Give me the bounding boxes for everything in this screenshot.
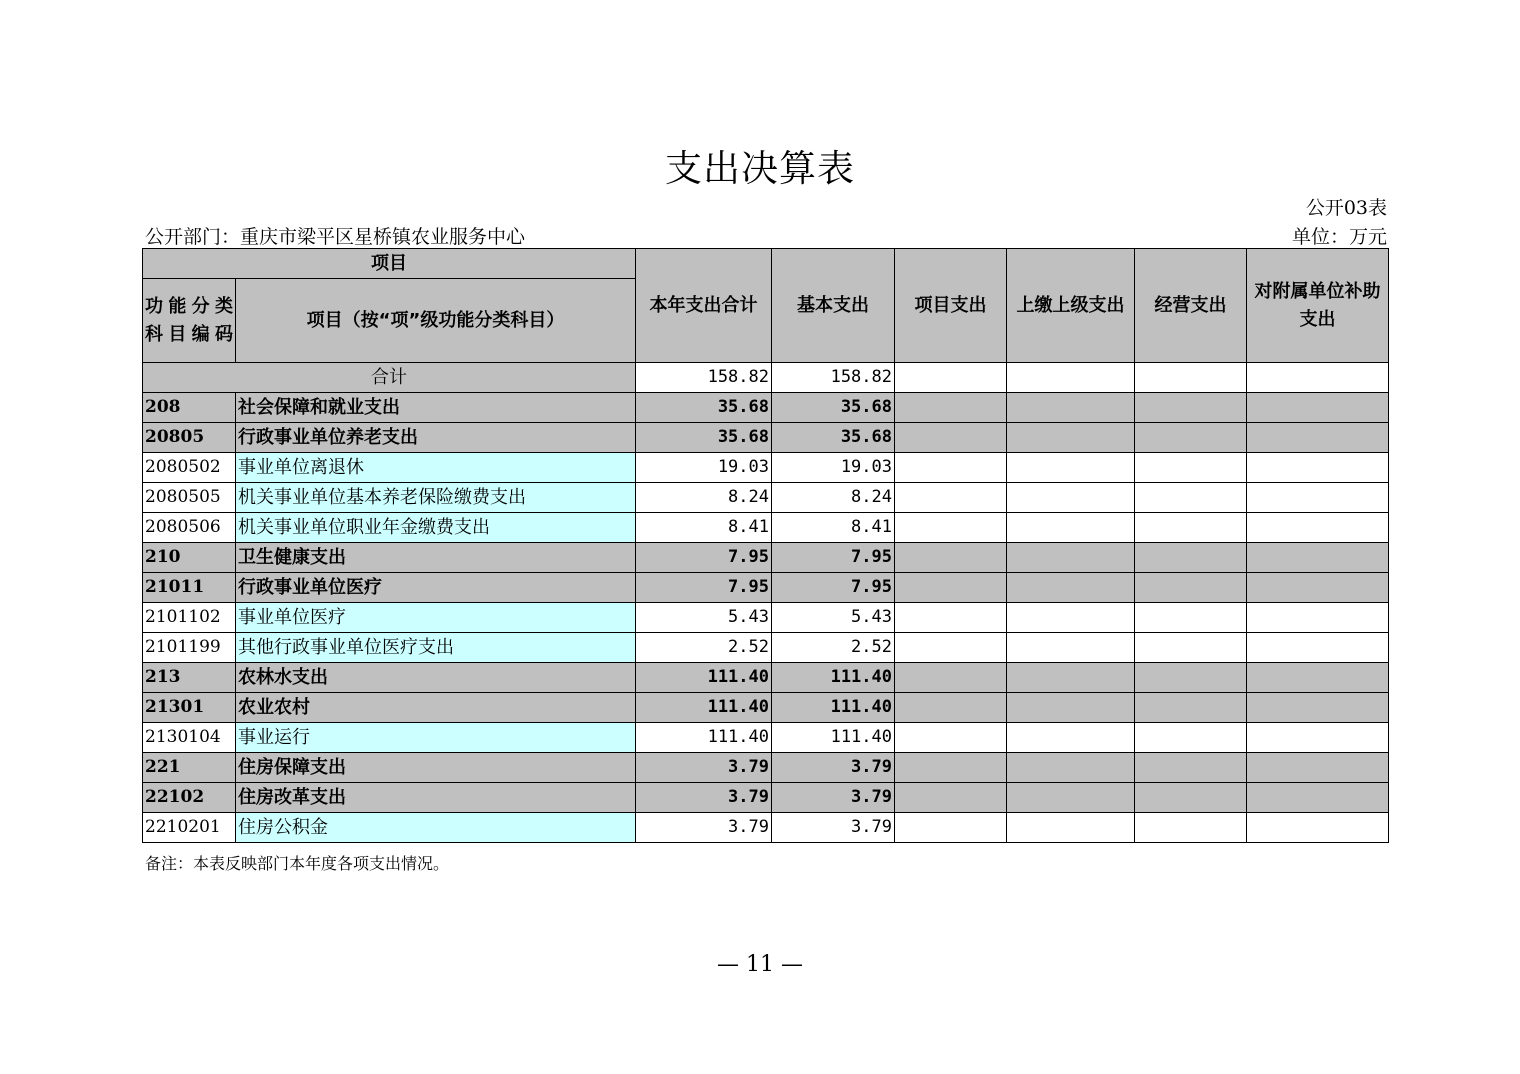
row-basic: 8.24	[772, 483, 895, 513]
row-subsidy	[1247, 423, 1389, 453]
header-name: 项目（按“项”级功能分类科目）	[236, 279, 636, 363]
row-total: 111.40	[636, 663, 772, 693]
row-name: 机关事业单位职业年金缴费支出	[236, 513, 636, 543]
row-subsidy	[1247, 483, 1389, 513]
row-total: 3.79	[636, 783, 772, 813]
row-subsidy	[1247, 753, 1389, 783]
row-upper-payment	[1007, 393, 1135, 423]
row-name: 农林水支出	[236, 663, 636, 693]
row-code: 21301	[143, 693, 236, 723]
row-basic: 3.79	[772, 783, 895, 813]
table-row	[143, 573, 1389, 603]
row-business	[1135, 453, 1247, 483]
row-subsidy	[1247, 393, 1389, 423]
row-code: 213	[143, 663, 236, 693]
row-project-expenditure	[895, 753, 1007, 783]
expenditure-table	[142, 248, 1389, 843]
row-basic: 111.40	[772, 663, 895, 693]
row-business	[1135, 573, 1247, 603]
row-subsidy	[1247, 813, 1389, 843]
row-subsidy	[1247, 513, 1389, 543]
row-name: 住房保障支出	[236, 753, 636, 783]
row-business	[1135, 783, 1247, 813]
row-total: 35.68	[636, 423, 772, 453]
total-label: 合计	[143, 363, 636, 393]
row-project-expenditure	[895, 633, 1007, 663]
row-basic: 7.95	[772, 543, 895, 573]
row-upper-payment	[1007, 573, 1135, 603]
row-basic: 19.03	[772, 453, 895, 483]
row-business	[1135, 663, 1247, 693]
row-subsidy	[1247, 723, 1389, 753]
row-subsidy	[1247, 663, 1389, 693]
header-project-expenditure: 项目支出	[895, 249, 1007, 363]
row-subsidy	[1247, 783, 1389, 813]
row-code: 2080505	[143, 483, 236, 513]
row-total: 35.68	[636, 393, 772, 423]
row-code: 20805	[143, 423, 236, 453]
form-number: 公开03表	[1305, 197, 1387, 219]
row-upper-payment	[1007, 663, 1135, 693]
row-project-expenditure	[895, 513, 1007, 543]
row-business	[1135, 633, 1247, 663]
row-subsidy	[1247, 573, 1389, 603]
row-total: 2.52	[636, 633, 772, 663]
row-basic: 2.52	[772, 633, 895, 663]
row-upper-payment	[1007, 753, 1135, 783]
row-upper-payment	[1007, 783, 1135, 813]
row-total: 8.41	[636, 513, 772, 543]
table-row	[143, 633, 1389, 663]
row-code: 208	[143, 393, 236, 423]
row-code: 2210201	[143, 813, 236, 843]
table-row	[143, 543, 1389, 573]
department-label: 公开部门：重庆市梁平区星桥镇农业服务中心	[145, 226, 526, 248]
row-total: 3.79	[636, 813, 772, 843]
row-project-expenditure	[895, 453, 1007, 483]
row-project-expenditure	[895, 663, 1007, 693]
row-upper-payment	[1007, 693, 1135, 723]
row-total: 111.40	[636, 723, 772, 753]
table-row	[143, 423, 1389, 453]
row-code: 210	[143, 543, 236, 573]
table-row	[143, 483, 1389, 513]
row-total: 7.95	[636, 543, 772, 573]
row-basic: 5.43	[772, 603, 895, 633]
page-title: 支出决算表	[665, 147, 855, 190]
row-project-expenditure	[895, 393, 1007, 423]
total-basic: 158.82	[772, 363, 895, 393]
header-subsidy: 对附属单位补助支出	[1247, 249, 1389, 363]
row-name: 社会保障和就业支出	[236, 393, 636, 423]
row-code: 221	[143, 753, 236, 783]
row-business	[1135, 603, 1247, 633]
row-business	[1135, 393, 1247, 423]
row-upper-payment	[1007, 603, 1135, 633]
header-basic: 基本支出	[772, 249, 895, 363]
row-project-expenditure	[895, 603, 1007, 633]
row-code: 2080506	[143, 513, 236, 543]
row-code: 2101199	[143, 633, 236, 663]
row-upper-payment	[1007, 543, 1135, 573]
unit-label: 单位：万元	[1291, 226, 1387, 248]
row-basic: 3.79	[772, 813, 895, 843]
row-name: 行政事业单位医疗	[236, 573, 636, 603]
row-subsidy	[1247, 603, 1389, 633]
row-code: 2130104	[143, 723, 236, 753]
row-upper-payment	[1007, 423, 1135, 453]
row-subsidy	[1247, 693, 1389, 723]
row-basic: 35.68	[772, 423, 895, 453]
row-business	[1135, 483, 1247, 513]
row-basic: 3.79	[772, 753, 895, 783]
row-business	[1135, 693, 1247, 723]
header-business: 经营支出	[1135, 249, 1247, 363]
row-total: 19.03	[636, 453, 772, 483]
table-row	[143, 693, 1389, 723]
row-business	[1135, 753, 1247, 783]
row-code: 2080502	[143, 453, 236, 483]
row-project-expenditure	[895, 693, 1007, 723]
header-project: 项目	[143, 249, 636, 279]
row-name: 住房改革支出	[236, 783, 636, 813]
row-name: 其他行政事业单位医疗支出	[236, 633, 636, 663]
table-row	[143, 783, 1389, 813]
row-project-expenditure	[895, 723, 1007, 753]
row-project-expenditure	[895, 573, 1007, 603]
row-basic: 8.41	[772, 513, 895, 543]
table-row	[143, 663, 1389, 693]
row-subsidy	[1247, 543, 1389, 573]
total-amount: 158.82	[636, 363, 772, 393]
row-name: 事业单位医疗	[236, 603, 636, 633]
row-code: 21011	[143, 573, 236, 603]
row-project-expenditure	[895, 813, 1007, 843]
row-business	[1135, 723, 1247, 753]
row-code: 22102	[143, 783, 236, 813]
row-upper-payment	[1007, 513, 1135, 543]
total-row	[143, 363, 1389, 393]
row-subsidy	[1247, 453, 1389, 483]
row-name: 机关事业单位基本养老保险缴费支出	[236, 483, 636, 513]
row-business	[1135, 423, 1247, 453]
row-business	[1135, 543, 1247, 573]
row-project-expenditure	[895, 483, 1007, 513]
table-row	[143, 453, 1389, 483]
row-project-expenditure	[895, 423, 1007, 453]
row-upper-payment	[1007, 723, 1135, 753]
row-total: 3.79	[636, 753, 772, 783]
table-row	[143, 723, 1389, 753]
row-upper-payment	[1007, 483, 1135, 513]
row-upper-payment	[1007, 633, 1135, 663]
row-name: 事业单位离退休	[236, 453, 636, 483]
row-subsidy	[1247, 633, 1389, 663]
row-total: 8.24	[636, 483, 772, 513]
row-project-expenditure	[895, 543, 1007, 573]
row-total: 111.40	[636, 693, 772, 723]
row-name: 卫生健康支出	[236, 543, 636, 573]
row-total: 5.43	[636, 603, 772, 633]
row-name: 事业运行	[236, 723, 636, 753]
row-name: 行政事业单位养老支出	[236, 423, 636, 453]
row-total: 7.95	[636, 573, 772, 603]
row-business	[1135, 513, 1247, 543]
table-row	[143, 393, 1389, 423]
header-total: 本年支出合计	[636, 249, 772, 363]
row-basic: 111.40	[772, 723, 895, 753]
table-row	[143, 513, 1389, 543]
row-upper-payment	[1007, 453, 1135, 483]
row-business	[1135, 813, 1247, 843]
row-basic: 111.40	[772, 693, 895, 723]
row-name: 住房公积金	[236, 813, 636, 843]
row-name: 农业农村	[236, 693, 636, 723]
row-basic: 35.68	[772, 393, 895, 423]
table-row	[143, 813, 1389, 843]
table-row	[143, 603, 1389, 633]
header-code: 功能分类科目编码	[143, 279, 236, 363]
row-basic: 7.95	[772, 573, 895, 603]
row-upper-payment	[1007, 813, 1135, 843]
header-upper-payment: 上缴上级支出	[1007, 249, 1135, 363]
page-number: — 11 —	[717, 952, 803, 977]
row-code: 2101102	[143, 603, 236, 633]
row-project-expenditure	[895, 783, 1007, 813]
footnote: 备注：本表反映部门本年度各项支出情况。	[145, 854, 450, 873]
table-row	[143, 753, 1389, 783]
